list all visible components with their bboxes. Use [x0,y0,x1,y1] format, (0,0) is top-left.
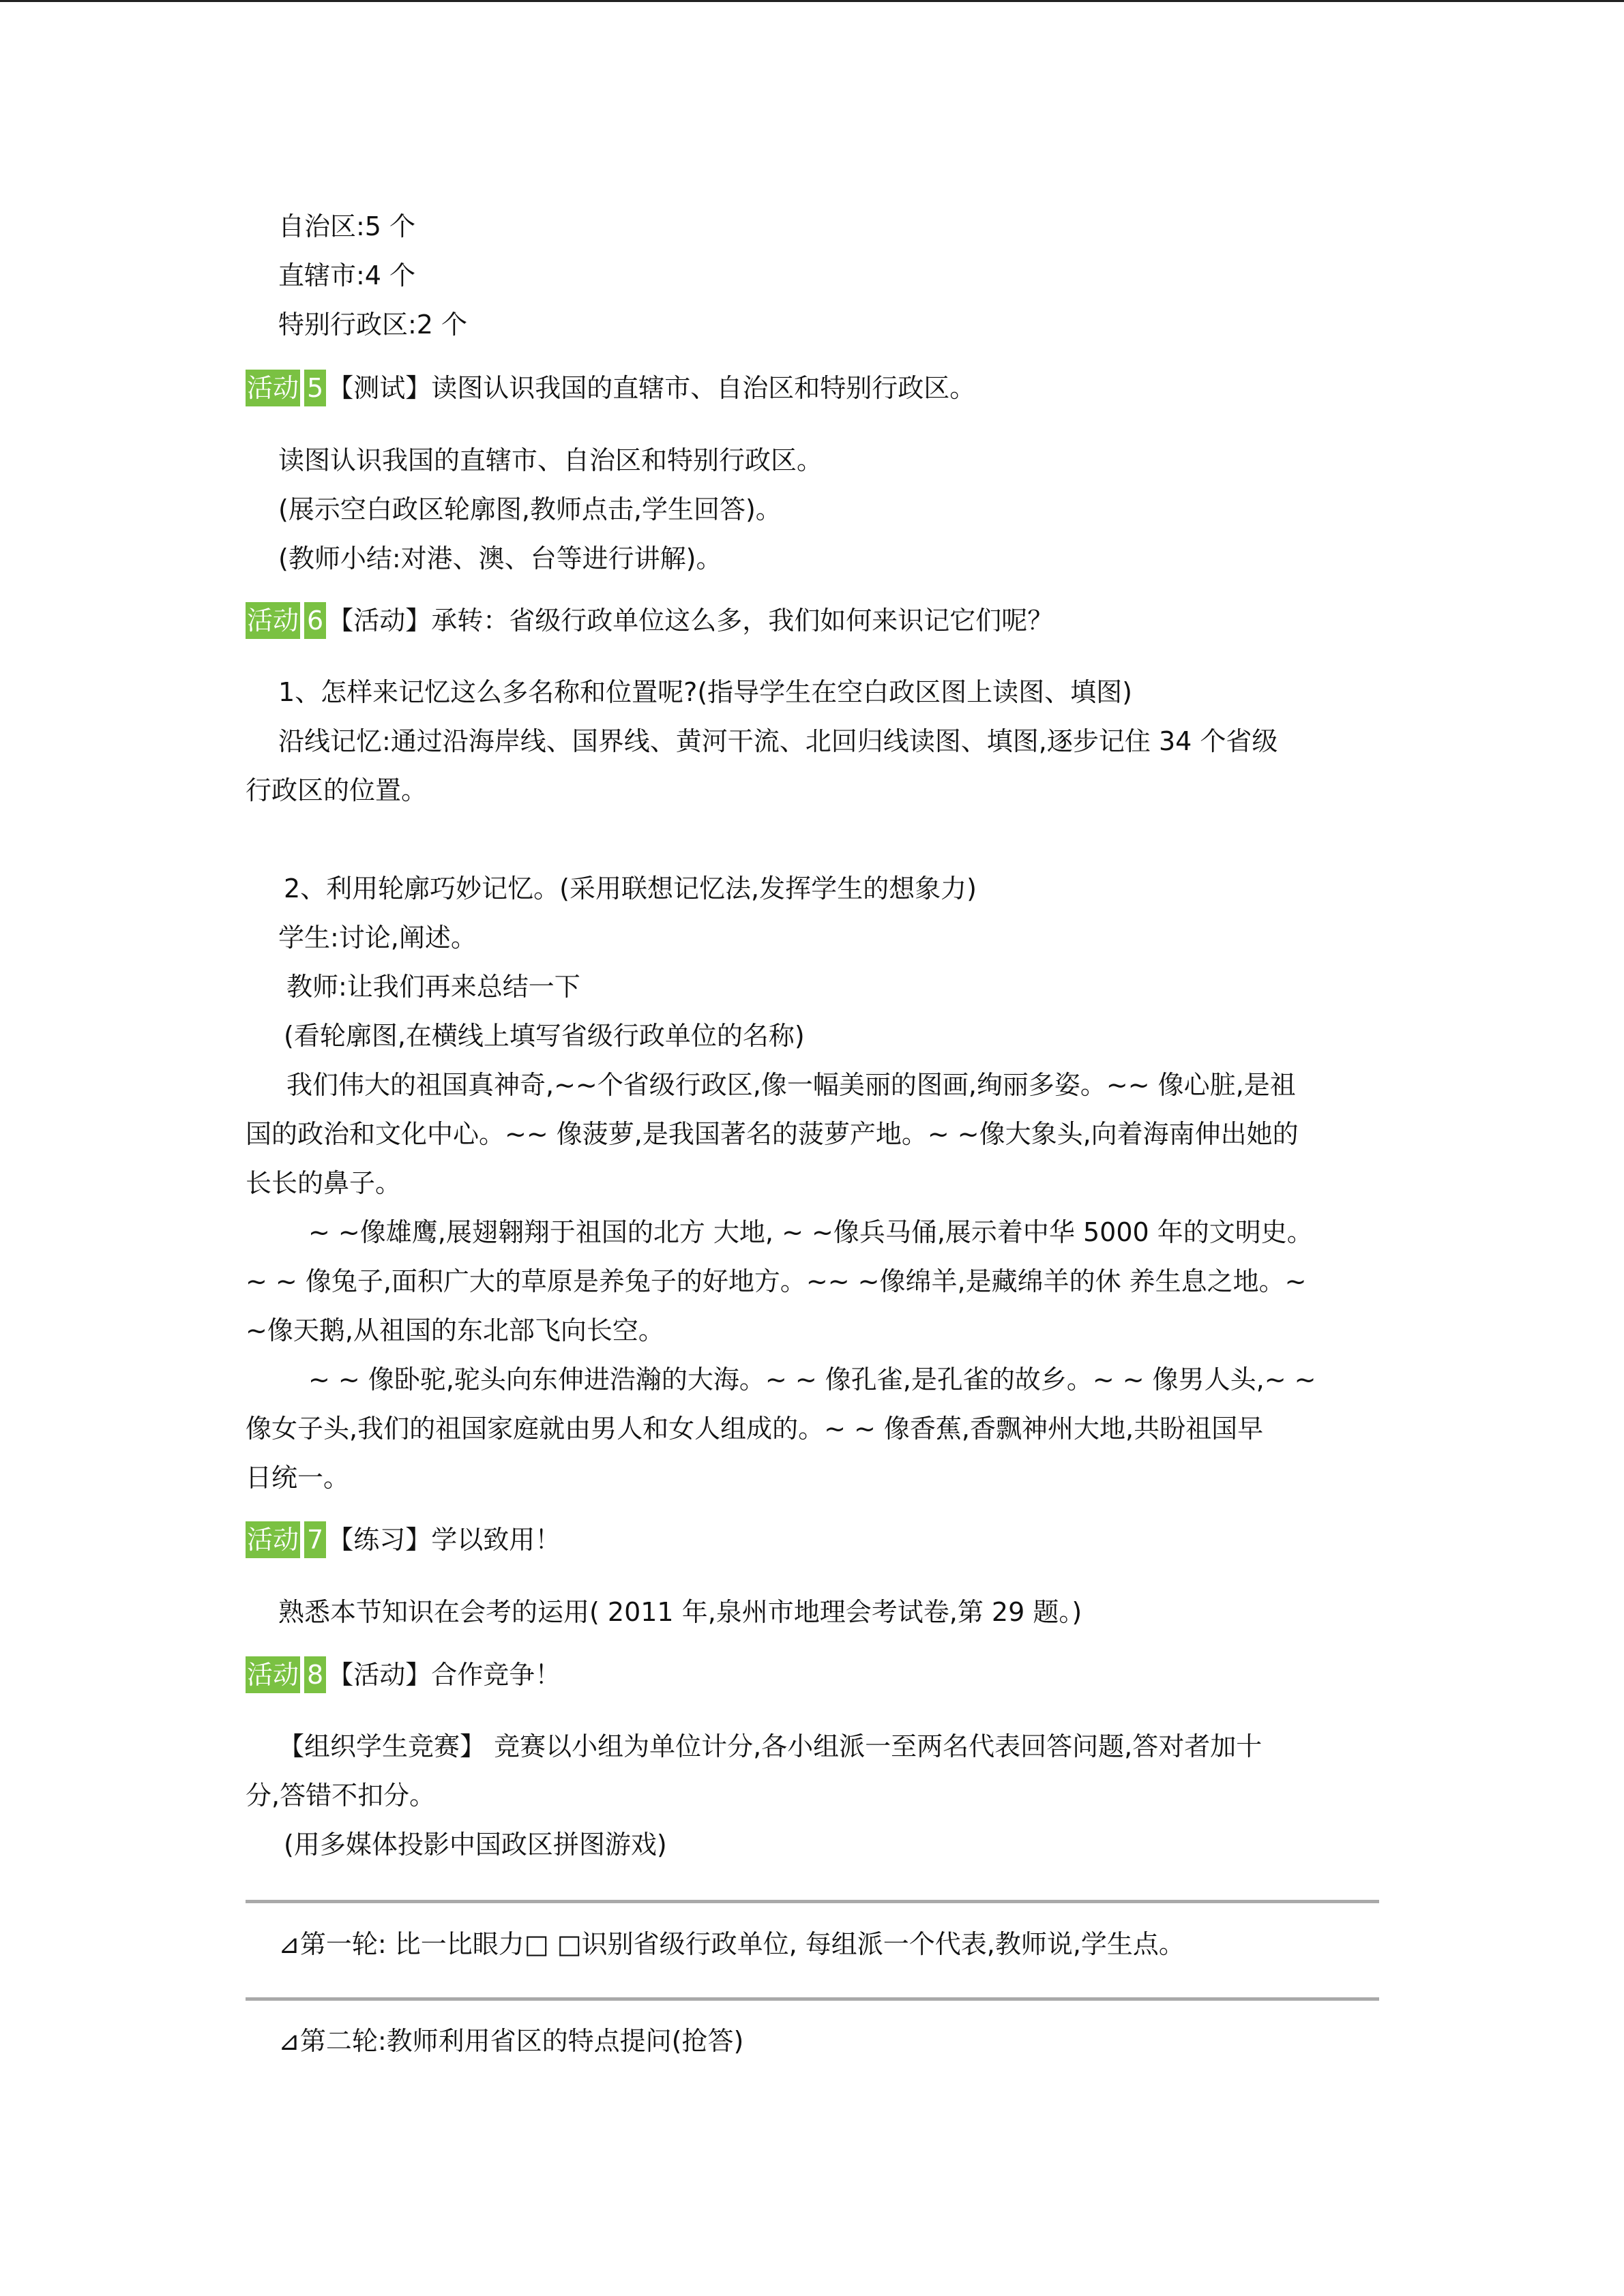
paragraph: (展示空白政区轮廓图,教师点击,学生回答)。 [278,494,782,524]
activity-5-heading [246,370,975,406]
paragraph: (教师小结:对港、澳、台等进行讲解)。 [278,543,722,573]
activity-7-heading [246,1521,561,1558]
activity-badge: 活动 [246,1656,300,1693]
paragraph: 长长的鼻子。 [246,1168,402,1198]
paragraph: 熟悉本节知识在会考的运用( 2011 年,泉州市地理会考试卷,第 29 题。) [278,1597,1082,1627]
autonomous-region-count: 自治区:5 个 [278,211,416,241]
paragraph: 沿线记忆:通过沿海岸线、国界线、黄河干流、北回归线读图、填图,逐步记住 34 个省级 [278,726,1278,756]
paragraph: 日统一。 [246,1463,350,1493]
round-1: ⊿第一轮: 比一比眼力□ □识别省级行政单位, 每组派一个代表,教师说,学生点。 [278,1929,1185,1959]
paragraph: 教师:让我们再来总结一下 [286,972,580,1002]
paragraph: ~ ~ 像兔子,面积广大的草原是养兔子的好地方。~~ ~像绵羊,是藏绵羊的休 养生息之地。~ [246,1266,1307,1296]
activity-badge: 活动 [246,370,300,406]
paragraph: 1、怎样来记忆这么多名称和位置呢?(指导学生在空白政区图上读图、填图) [278,677,1132,707]
municipality-count: 直辖市:4 个 [278,260,416,290]
activity-badge: 活动 [246,602,300,639]
round-2: ⊿第二轮:教师利用省区的特点提问(抢答) [278,2026,744,2056]
divider [246,1997,1379,2001]
paragraph: 我们伟大的祖国真神奇,~~个省级行政区,像一幅美丽的图画,绚丽多姿。~~ 像心脏,是祖 [286,1070,1296,1100]
activity-6-heading [246,602,1053,639]
activity-number: 6 [304,602,326,639]
paragraph: 国的政治和文化中心。~~ 像菠萝,是我国著名的菠萝产地。~ ~像大象头,向着海南伸出她的 [246,1119,1299,1149]
activity-8-heading [246,1656,561,1693]
activity-title: 【练习】学以致用！ [327,1525,561,1555]
paragraph: ~像天鹅,从祖国的东北部飞向长空。 [246,1315,664,1345]
activity-number: 8 [304,1656,326,1693]
activity-title: 【测试】读图认识我国的直辖市、自治区和特别行政区。 [327,373,976,403]
paragraph: 行政区的位置。 [246,775,428,805]
paragraph: ~ ~像雄鹰,展翅翱翔于祖国的北方 大地, ~ ~像兵马俑,展示着中华 5000 年的文明史。 [308,1217,1313,1247]
paragraph: (看轮廓图,在横线上填写省级行政单位的名称) [284,1021,805,1051]
paragraph: (用多媒体投影中国政区拼图游戏) [284,1830,667,1860]
paragraph: 【组织学生竞赛】 竞赛以小组为单位计分,各小组派一至两名代表回答问题,答对者加十 [278,1731,1263,1761]
activity-badge: 活动 [246,1521,300,1558]
divider [246,1900,1379,1903]
activity-number: 5 [304,370,326,406]
sar-count: 特别行政区:2 个 [278,310,468,340]
activity-number: 7 [304,1521,326,1558]
activity-title: 【活动】合作竞争！ [327,1660,561,1690]
paragraph: 学生:讨论,阐述。 [278,923,477,953]
paragraph: 像女子头,我们的祖国家庭就由男人和女人组成的。~ ~ 像香蕉,香飘神州大地,共盼祖国早 [246,1414,1264,1444]
paragraph: 2、利用轮廓巧妙记忆。(采用联想记忆法,发挥学生的想象力) [284,874,977,904]
paragraph: ~ ~ 像卧驼,驼头向东伸进浩瀚的大海。~ ~ 像孔雀,是孔雀的故乡。~ ~ 像男人头,~ ~ [308,1365,1316,1395]
paragraph: 读图认识我国的直辖市、自治区和特别行政区。 [278,445,823,475]
paragraph: 分,答错不扣分。 [246,1780,436,1810]
activity-title: 【活动】承转：省级行政单位这么多，我们如何来识记它们呢？ [327,606,1054,636]
